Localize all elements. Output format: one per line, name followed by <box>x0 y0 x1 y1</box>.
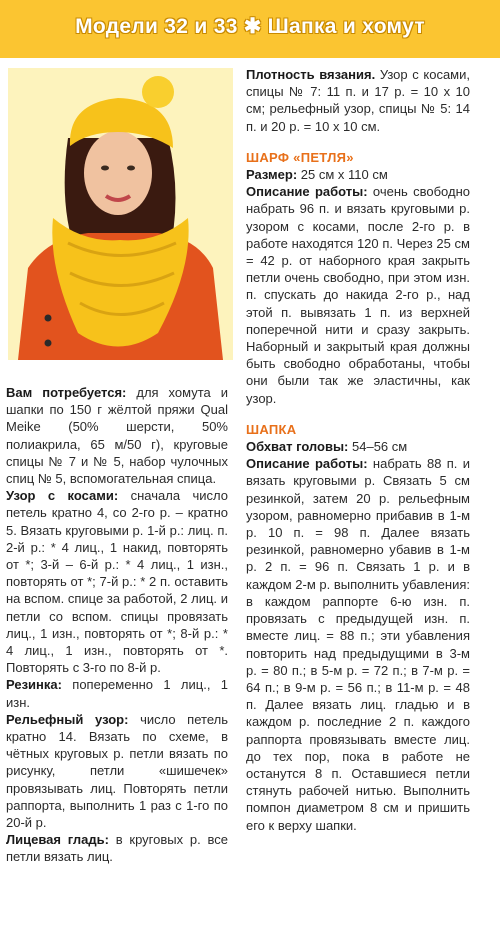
hat-description-text: набрать 88 п. и вязать круговыми р. Связать 5 см резинкой, затем 20 р. рельефным узором, равномерно прибавив в 1-м р. 10 п. = 98 п. Далее вязать резинкой, равномерно убавив в 1-м р. 2 п. = 96 п. Связать 1 р. и в каждом 2-м р. выполнить убавления: в каждом раппорте 6-ю изн. п. провязать с предыдущей изн. п. вместе лиц. = 88 п.; эти убавления повторить над предыдущими в 3-м р. = 80 п.; в 5-м р. = 72 п.; в 7-м р. = 64 п.; в 9-м р. = 56 п.; в 11-м р. = 48 п. Далее вязать лиц. гладью и в каждом р. последние 2 п. каждого раппорта провязывать вместе лиц. до тех пор, пока в работе не останутся 8 п. Оставшиеся петли стянуть рабочей нитью. Выполнить помпон диаметром 8 см и пришить его к верху шапки. <box>246 456 470 833</box>
head-size-text: 54–56 см <box>352 439 408 455</box>
scarf-description-text: очень свободно набрать 96 п. и вязать круговыми р. узором с косами, после 2-го р. в работе находятся 120 п. Через 25 см = 42 р. от наборного края закрыть петли очень свободно, при этом изн. п. спускать до накида 2-го р., над этой п. вывязать 1 п. из верхней поперечной нити и сразу закрыть. Наборный и закрытый края должны быть свободно обработаны, чтобы они были так же эластичны, как узор. <box>246 184 470 406</box>
left-column <box>6 384 228 866</box>
materials-paragraph <box>6 384 228 487</box>
head-size-paragraph <box>246 438 470 455</box>
cable-pattern-paragraph <box>6 487 228 676</box>
relief-paragraph <box>6 711 228 831</box>
model-photo <box>8 68 233 360</box>
woman-in-knitted-hat-and-cowl-icon <box>8 68 233 360</box>
cable-pattern-text: сначала число петель кратно 4, со 2-го р. – кратно 5. Вязать круговыми р. 1-й р.: лиц. п. 2-й р.: * 4 лиц., 1 накид, повторять от *; 3-й – 6-й р.: * 4 лиц., 1 изн., повторять от *; 7-й р.: * 2 п. оставить на вспом. спице за работой, 2 лиц. и петли со вспом. спицы провязать лиц., 1 изн., повторять от *; 8-й р.: * 4 лиц., 1 изн., повторять от *. Повторять с 3-го по 8-й р. <box>6 488 228 676</box>
hat-description-label: Описание работы: <box>246 456 368 472</box>
head-size-label: Обхват головы: <box>246 439 349 455</box>
right-column <box>246 66 470 834</box>
size-label: Размер: <box>246 167 298 183</box>
size-text: 25 см х 110 см <box>300 167 388 183</box>
stockinette-label: Лицевая гладь: <box>6 832 109 848</box>
stockinette-text: в круговых р. все петли вязать лиц. <box>6 832 228 865</box>
star-icon: ✱ <box>243 15 262 38</box>
header-title <box>0 14 500 39</box>
spacer <box>246 135 470 149</box>
spacer <box>246 407 470 421</box>
relief-text: число петель кратно 14. Вязать по схеме, в чётных круговых р. петли вязать по рисунку, петли «шишечек» провязывать лиц. Повторять петли раппорта, выполнить 1 раз с 1-го по 20-й р. <box>6 711 228 831</box>
page-header <box>0 0 500 58</box>
materials-label: Вам потребуется: <box>6 385 127 400</box>
hat-heading: ШАПКА <box>246 421 297 437</box>
scarf-description-label: Описание работы: <box>246 184 368 200</box>
gauge-label: Плотность вязания. <box>246 67 376 82</box>
scarf-description-paragraph <box>246 183 470 407</box>
gauge-paragraph <box>246 66 470 135</box>
rib-text: попеременно 1 лиц., 1 изн. <box>6 677 228 710</box>
gauge-text: Узор с косами, спицы № 7: 11 п. и 17 р. = 10 х 10 см; рельефный узор, спицы № 5: 14 п. и 20 р. = 10 х 10 см. <box>246 67 470 134</box>
hat-description-paragraph <box>246 455 470 833</box>
rib-label: Резинка: <box>6 677 62 693</box>
header-models: Модели 32 и 33 <box>75 15 238 38</box>
cable-pattern-label: Узор с косами: <box>6 488 119 504</box>
relief-label: Рельефный узор: <box>6 711 129 727</box>
scarf-heading: ШАРФ «ПЕТЛЯ» <box>246 149 354 165</box>
scarf-size-paragraph <box>246 166 470 183</box>
stockinette-paragraph <box>6 831 228 865</box>
rib-paragraph <box>6 676 228 710</box>
materials-text: для хомута и шапки по 150 г жёлтой пряжи Qual Meike (50% шерсти, 50% полиакрила, 65 м/50 г), круговые спицы № 7 и № 5, набор чулочных спиц № 5, вспомогательная спица. <box>6 385 228 487</box>
header-subject: Шапка и хомут <box>267 15 425 38</box>
